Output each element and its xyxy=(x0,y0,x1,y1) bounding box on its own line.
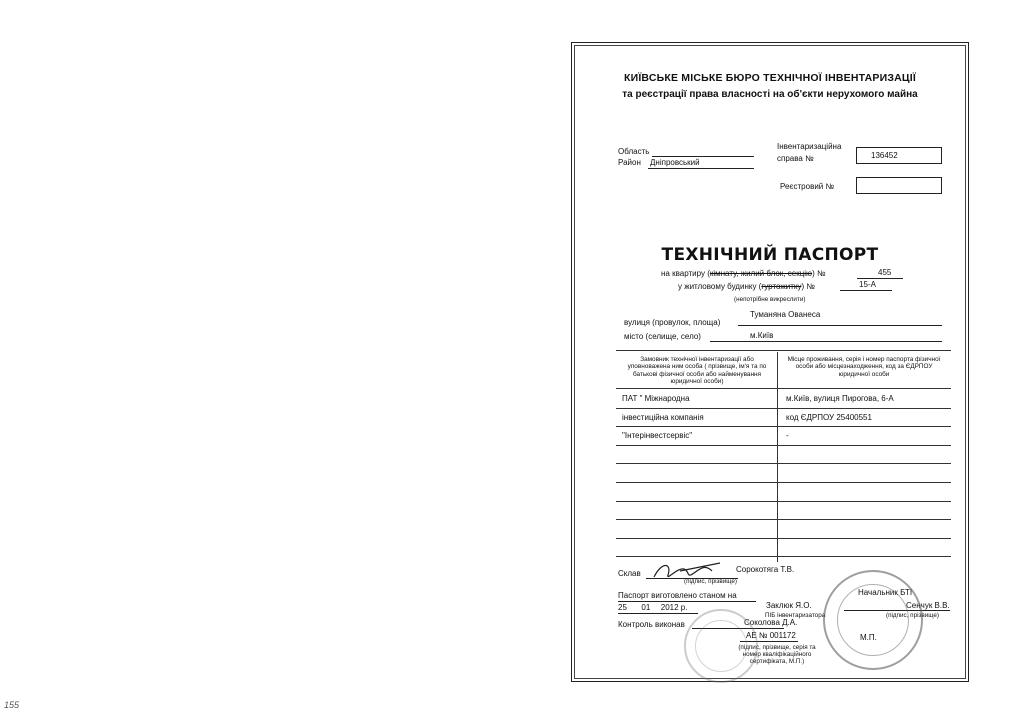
bti-stamp-inner-ring xyxy=(837,584,909,656)
table-header-border xyxy=(616,388,951,389)
bureau-name: КИЇВСЬКЕ МІСЬКЕ БЮРО ТЕХНІЧНОЇ ІНВЕНТАРИЗАЦІЇ xyxy=(623,72,916,84)
building-prefix: у житловому будинку ( xyxy=(678,282,762,291)
rayon-value: Дніпровський xyxy=(650,158,700,167)
bti-round-stamp xyxy=(823,570,923,670)
table-row-line xyxy=(616,519,951,520)
oblast-label: Область xyxy=(618,147,650,156)
chief-label: Начальник БТІ xyxy=(858,588,913,597)
city-value: м.Київ xyxy=(750,331,774,340)
table-cell-address: - xyxy=(786,431,789,441)
chief-name: Сенчук В.В. xyxy=(906,601,950,610)
inspector-round-stamp xyxy=(684,609,758,683)
table-cell-customer: ПАТ " Міжнародна xyxy=(622,394,690,403)
table-cell-address: код ЄДРПОУ 25400551 xyxy=(786,412,872,422)
table-column-divider xyxy=(777,352,778,562)
inspector-name: Заклюк Я.О. xyxy=(766,601,812,610)
made-date xyxy=(618,604,687,612)
control-name: Соколова Д.А. xyxy=(744,618,798,627)
building-struck-options: гуртожитку xyxy=(761,282,802,291)
table-row-line xyxy=(616,482,951,483)
city-label: місто (селище, село) xyxy=(624,332,701,341)
inspector-stamp-inner-ring xyxy=(695,620,747,672)
apartment-prefix: на квартиру ( xyxy=(661,269,710,278)
cert-caption-2: номер кваліфікаційного xyxy=(742,651,812,658)
registry-label: Реєстровий № xyxy=(780,182,835,191)
inspector-caption: ПІБ інвентаризатора xyxy=(765,612,826,619)
made-underline xyxy=(618,601,756,602)
table-row-line xyxy=(616,408,951,409)
table-cell-address: м.Київ, вулиця Пирогова, 6-А xyxy=(786,394,894,403)
made-date-day: 25 xyxy=(618,603,627,612)
cert-caption-3: сертифіката, М.П.) xyxy=(749,658,805,665)
document-title: ТЕХНІЧНИЙ ПАСПОРТ xyxy=(661,245,879,265)
apartment-struck-options: кімнату, жилий блок, секцію xyxy=(709,269,813,278)
apartment-number: 455 xyxy=(878,268,892,277)
table-row-line xyxy=(616,538,951,539)
inventory-case-label-1: Інвентаризаційна xyxy=(777,142,842,151)
compiled-caption: (підпис, прізвище) xyxy=(684,578,737,585)
chief-caption: (підпис, прізвище) xyxy=(886,612,939,619)
inventory-case-value: 136452 xyxy=(871,151,898,160)
compiled-label: Склав xyxy=(618,569,641,578)
table-header-customer: Замовник технічної інвентаризації або уповноважена ним особа ( прізвище, ім'я та по батькові фізичної особи або найменування юридичної особи) xyxy=(627,356,767,386)
cert-caption-1: (підпис, прізвище, серія та xyxy=(738,644,816,651)
made-date-year: 2012 р. xyxy=(660,603,688,612)
made-date-month: 01 xyxy=(641,603,651,612)
made-date-underline xyxy=(618,613,698,614)
table-cell-customer: інвестиційна компанія xyxy=(622,412,704,422)
building-suffix: ) № xyxy=(801,282,815,291)
table-cell-customer: "Інтерінвестсервіс" xyxy=(622,431,693,441)
table-row-line xyxy=(616,463,951,464)
compiled-name: Сорокотяга Т.В. xyxy=(736,565,795,574)
table-row-line xyxy=(616,445,951,446)
inventory-case-label-2: справа № xyxy=(777,154,814,163)
table-row-line xyxy=(616,501,951,502)
scan-page-mark: 155 xyxy=(4,700,20,710)
table-top-border xyxy=(616,350,951,351)
street-label: вулиця (провулок, площа) xyxy=(624,318,721,327)
apartment-suffix: ) № xyxy=(812,269,826,278)
bureau-subtitle: та реєстрації права власності на об'єкти нерухомого майна xyxy=(622,89,918,100)
street-value: Туманяна Ованеса xyxy=(750,310,821,319)
rayon-label: Район xyxy=(618,158,641,167)
cross-out-note: (непотрібне викреслити) xyxy=(734,296,806,303)
table-row-line xyxy=(616,426,951,427)
building-number: 15-А xyxy=(859,280,876,289)
made-label: Паспорт виготовлено станом на xyxy=(618,591,737,600)
technical-passport-page xyxy=(571,42,969,682)
bti-stamp-mark: М.П. xyxy=(860,633,877,642)
table-header-address: Місце проживання, серія і номер паспорта фізичної особи або місцезнаходження, код за ЄДРПОУ юридичної особи xyxy=(787,356,941,378)
control-label: Контроль виконав xyxy=(618,620,685,629)
certificate-number: АЕ № 001172 xyxy=(746,631,796,640)
